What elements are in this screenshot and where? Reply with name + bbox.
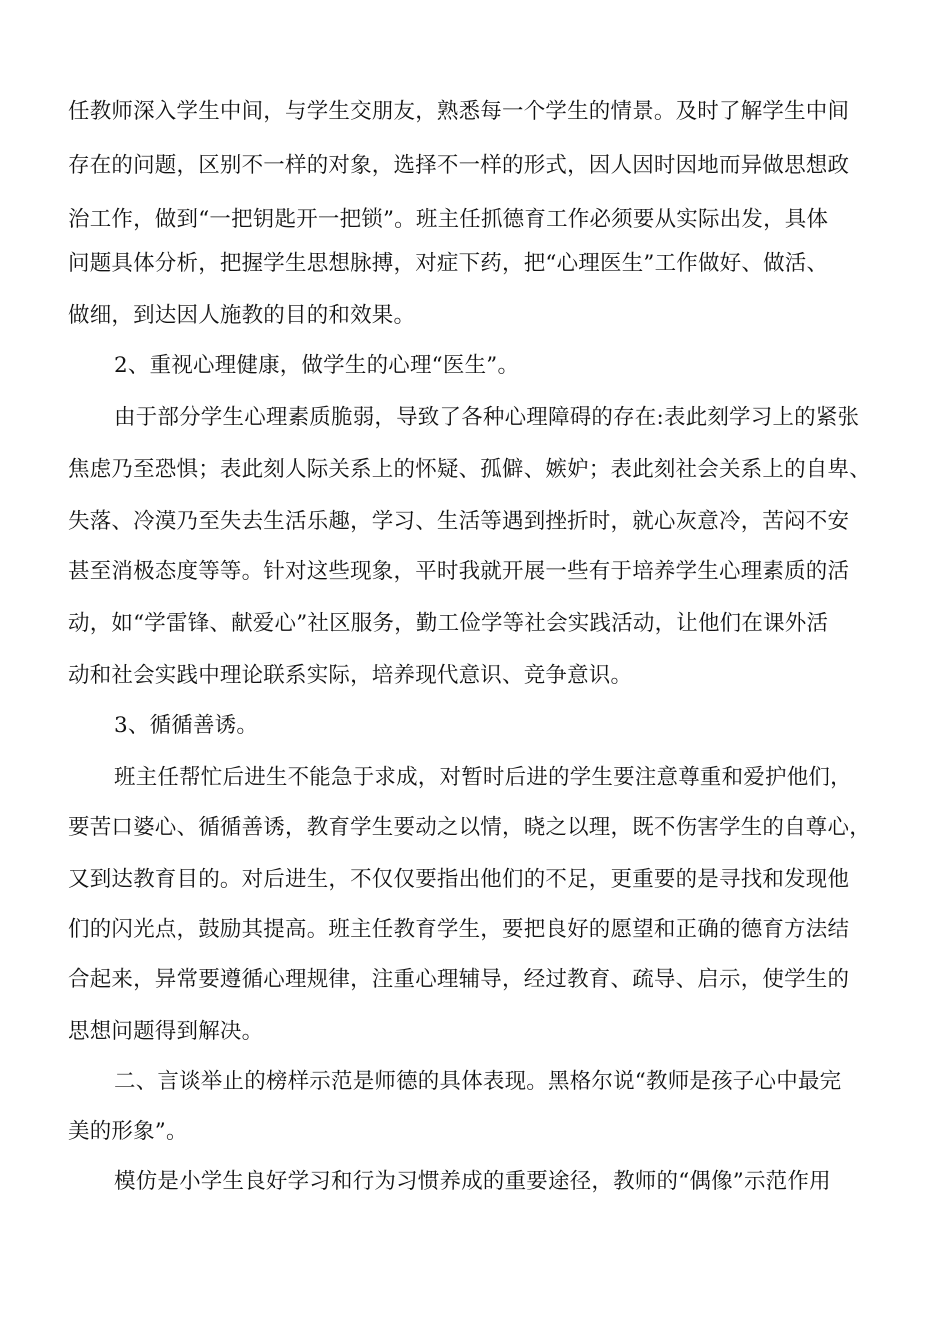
text-line: 班主任帮忙后进生不能急于求成，对暂时后进的学生要注意尊重和爱护他们，: [114, 765, 852, 790]
text-line: 焦虑乃至恐惧；表此刻人际关系上的怀疑、孤僻、嫉妒；表此刻社会关系上的自卑、: [68, 457, 871, 482]
text-line: 治工作，做到“一把钥匙开一把锁”。班主任抓德育工作必须要从实际出发，具体: [68, 207, 829, 232]
text-line: 思想问题得到解决。: [68, 1019, 264, 1044]
text-line: 存在的问题，区别不一样的对象，选择不一样的形式，因人因时因地而异做思想政: [68, 153, 850, 178]
text-line: 要苦口婆心、循循善诱，教育学生要动之以情，晓之以理，既不伤害学生的自尊心，: [68, 815, 871, 840]
section-heading: 2、重视心理健康，做学生的心理“医生”。: [114, 353, 520, 378]
text-line: 做细，到达因人施教的目的和效果。: [68, 303, 416, 328]
text-line: 合起来，异常要遵循心理规律，注重心理辅导，经过教育、疏导、启示，使学生的: [68, 967, 850, 992]
text-line: 问题具体分析，把握学生思想脉搏，对症下药，把“心理医生”工作做好、做活、: [68, 251, 829, 276]
text-line: 模仿是小学生良好学习和行为习惯养成的重要途径，教师的“偶像”示范作用: [114, 1169, 831, 1194]
text-line: 失落、冷漠乃至失去生活乐趣，学习、生活等遇到挫折时，就心灰意冷，苦闷不安: [68, 509, 850, 534]
text-line: 美的形象”。: [68, 1119, 188, 1144]
text-line: 们的闪光点，鼓励其提高。班主任教育学生，要把良好的愿望和正确的德育方法结: [68, 917, 850, 942]
section-heading: 二、言谈举止的榜样示范是师德的具体表现。黑格尔说“教师是孩子心中最完: [114, 1069, 842, 1094]
text-line: 又到达教育目的。对后进生，不仅仅要指出他们的不足，更重要的是寻找和发现他: [68, 867, 850, 892]
text-line: 任教师深入学生中间，与学生交朋友，熟悉每一个学生的情景。及时了解学生中间: [68, 99, 850, 124]
section-heading: 3、循循善诱。: [114, 713, 259, 738]
text-line: 甚至消极态度等等。针对这些现象，平时我就开展一些有于培养学生心理素质的活: [68, 559, 850, 584]
text-line: 动和社会实践中理论联系实际，培养现代意识、竞争意识。: [68, 663, 633, 688]
text-line: 动，如“学雷锋、献爱心”社区服务，勤工俭学等社会实践活动，让他们在课外活: [68, 611, 829, 636]
text-line: 由于部分学生心理素质脆弱，导致了各种心理障碍的存在:表此刻学习上的紧张: [114, 405, 860, 430]
